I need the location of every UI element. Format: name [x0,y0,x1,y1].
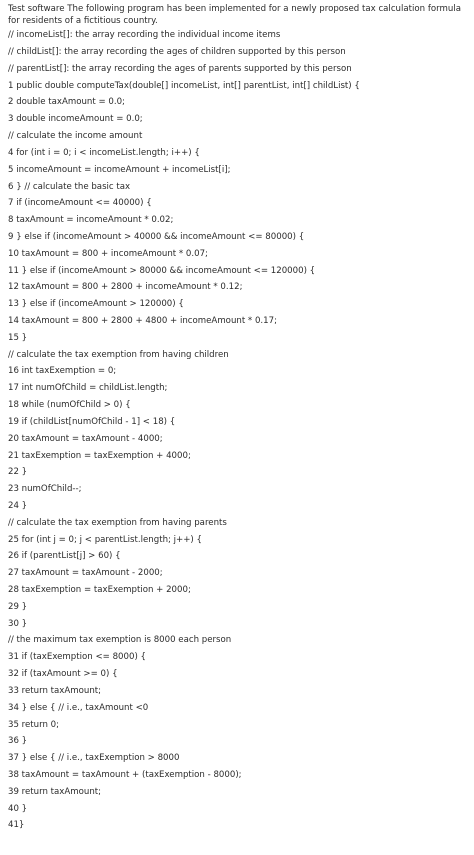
code-line: 18 while (numOfChild > 0) { [8,400,131,411]
code-line: 32 if (taxAmount >= 0) { [8,669,118,680]
code-line: // calculate the tax exemption from having parents [8,517,227,528]
code-line: // incomeList[]: the array recording the individual income items [8,30,281,41]
intro-line: Test software The following program has been implemented for a newly proposed tax calculation formula [8,4,461,14]
code-line: 19 if (childList[numOfChild - 1] < 18) { [8,416,176,427]
code-line: // calculate the tax exemption from having children [8,349,229,360]
code-line: 1 public double computeTax(double[] incomeList, int[] parentList, int[] childList) { [8,80,360,91]
code-line: 41} [8,820,25,831]
code-line: 29 } [8,601,28,612]
code-line: 5 incomeAmount = incomeAmount + incomeList[i]; [8,164,231,175]
code-listing [8,27,472,834]
code-line: 14 taxAmount = 800 + 2800 + 4800 + incomeAmount * 0.17; [8,316,277,326]
code-line: 12 taxAmount = 800 + 2800 + incomeAmount * 0.12; [8,282,243,293]
code-line: 37 } else { // i.e., taxExemption > 8000 [8,753,180,764]
code-line: 6 } // calculate the basic tax [8,181,131,192]
code-line: 10 taxAmount = 800 + incomeAmount * 0.07; [8,248,208,259]
code-line: // childList[]: the array recording the ages of children supported by this person [8,47,346,57]
code-line: 21 taxExemption = taxExemption + 4000; [8,450,191,461]
code-line: 24 } [8,500,28,511]
code-line: 9 } else if (incomeAmount > 40000 && incomeAmount <= 80000) { [8,231,305,242]
code-line: 8 taxAmount = incomeAmount * 0.02; [8,215,174,226]
code-line: 20 taxAmount = taxAmount - 4000; [8,433,163,444]
code-line: 15 } [8,332,28,343]
code-line: 26 if (parentList[j] > 60) { [8,551,121,562]
code-line: 28 taxExemption = taxExemption + 2000; [8,585,191,595]
code-line: // parentList[]: the array recording the ages of parents supported by this person [8,63,352,74]
code-line: 36 } [8,736,28,747]
code-line: 23 numOfChild--; [8,484,82,495]
code-line: 34 } else { // i.e., taxAmount <0 [8,702,149,713]
code-line: 22 } [8,467,28,478]
intro-paragraph [8,0,472,27]
intro-line: for residents of a fictitious country. [8,15,158,26]
code-line: 11 } else if (incomeAmount > 80000 && incomeAmount <= 120000) { [8,265,316,276]
code-line: 7 if (incomeAmount <= 40000) { [8,198,152,209]
code-line: 39 return taxAmount; [8,786,102,797]
code-line: // calculate the income amount [8,131,143,142]
code-line: 33 return taxAmount; [8,685,102,696]
code-line: 30 } [8,618,28,629]
code-line: // the maximum tax exemption is 8000 each person [8,635,232,646]
code-line: 40 } [8,803,28,814]
code-line: 4 for (int i = 0; i < incomeList.length; i++) { [8,147,200,158]
code-line: 17 int numOfChild = childList.length; [8,383,168,394]
code-line: 27 taxAmount = taxAmount - 2000; [8,568,163,579]
code-line: 38 taxAmount = taxAmount + (taxExemption - 8000); [8,769,242,780]
code-line: 16 int taxExemption = 0; [8,366,117,377]
code-line: 35 return 0; [8,719,60,730]
code-line: 3 double incomeAmount = 0.0; [8,114,143,125]
code-line: 31 if (taxExemption <= 8000) { [8,652,146,663]
document [8,0,472,834]
code-line: 25 for (int j = 0; j < parentList.length; j++) { [8,534,202,545]
code-line: 2 double taxAmount = 0.0; [8,97,125,108]
code-line: 13 } else if (incomeAmount > 120000) { [8,299,184,310]
